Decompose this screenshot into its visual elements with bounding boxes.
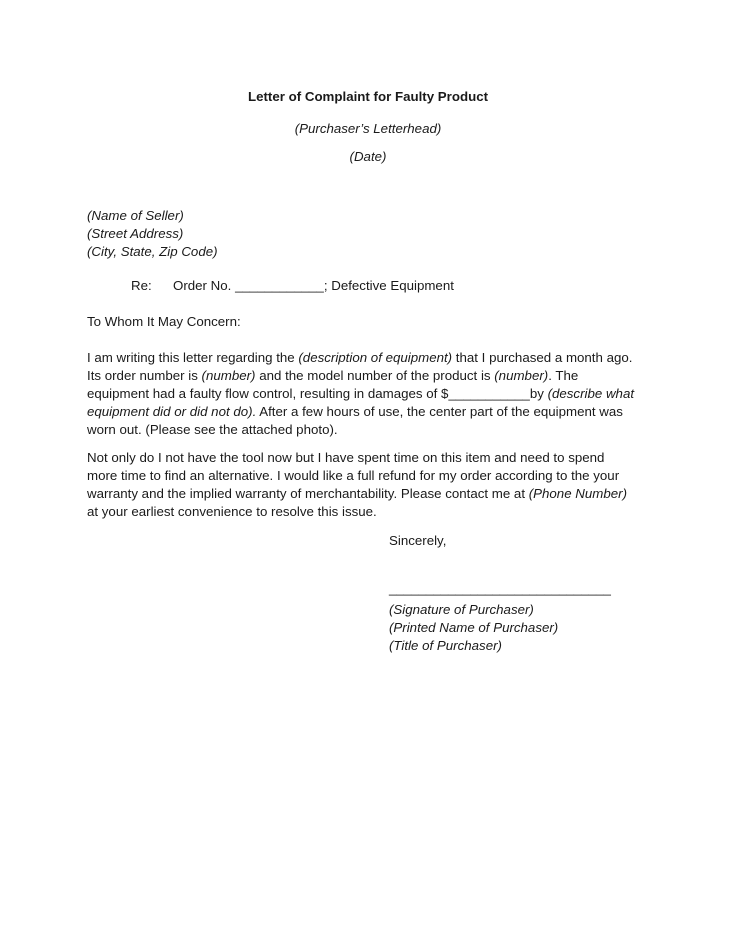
reference-subject: ; Defective Equipment: [323, 278, 454, 293]
text-run: Its order number is: [87, 368, 202, 383]
equipment-description-placeholder: (description of equipment): [298, 350, 453, 365]
text-run: by: [529, 386, 548, 401]
recipient-city: (City, State, Zip Code): [87, 244, 218, 259]
text-run: warranty and the implied warranty of merchantability. Please contact me at: [87, 486, 529, 501]
paragraph-line: worn out. (Please see the attached photo).: [87, 422, 338, 437]
phone-number-placeholder: (Phone Number): [528, 486, 628, 501]
order-prefix: Order No.: [173, 278, 236, 293]
paragraph-line: at your earliest convenience to resolve this issue.: [87, 504, 377, 519]
text-run: After a few hours of use, the center part of the equipment was: [256, 404, 623, 419]
recipient-name: (Name of Seller): [87, 208, 184, 223]
paragraph-line: [87, 403, 659, 421]
order-number-blank: ____________: [235, 278, 324, 293]
paragraph-line: [87, 349, 659, 367]
paragraph-line: [87, 385, 659, 403]
recipient-street: (Street Address): [87, 226, 184, 241]
printed-name-placeholder: (Printed Name of Purchaser): [389, 620, 559, 635]
describe-placeholder: equipment did or did not do).: [87, 404, 257, 419]
signature-line: ______________________________: [389, 581, 611, 596]
text-run: and the model number of the product is: [255, 368, 495, 383]
reference-line: [131, 277, 454, 295]
paragraph-line: [87, 367, 659, 385]
title-placeholder: (Title of Purchaser): [389, 638, 502, 653]
order-number-placeholder: (number): [201, 368, 256, 383]
text-run: equipment had a faulty flow control, resulting in damages of $: [87, 386, 449, 401]
paragraph-line: Not only do I not have the tool now but I have spent time on this item and need to spend: [87, 450, 605, 465]
re-label: Re:: [131, 278, 152, 293]
signature-block: [389, 601, 558, 655]
letter-title: Letter of Complaint for Faulty Product: [247, 89, 489, 104]
recipient-address: [87, 207, 218, 261]
date-placeholder: (Date): [349, 149, 387, 164]
paragraph-line: [87, 485, 659, 503]
model-number-placeholder: (number): [494, 368, 549, 383]
body-paragraph-1: [87, 349, 659, 439]
closing: Sincerely,: [389, 533, 447, 548]
letterhead-placeholder: (Purchaser’s Letterhead): [294, 121, 442, 136]
text-run: that I purchased a month ago.: [452, 350, 633, 365]
salutation: To Whom It May Concern:: [87, 314, 241, 329]
paragraph-line: more time to find an alternative. I would like a full refund for my order according to the your: [87, 468, 620, 483]
body-paragraph-2: [87, 449, 659, 521]
describe-placeholder: (describe what: [547, 386, 635, 401]
signature-placeholder: (Signature of Purchaser): [389, 602, 534, 617]
text-run: . The: [548, 368, 579, 383]
damages-amount-blank: ___________: [448, 386, 530, 401]
text-run: I am writing this letter regarding the: [87, 350, 299, 365]
